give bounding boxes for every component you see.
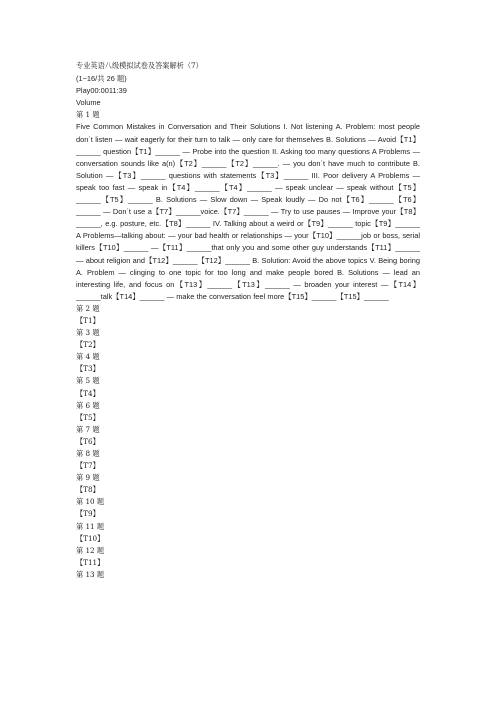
question-label: 第 11 题 (76, 521, 105, 531)
answer-blank: 【T4】 (76, 388, 100, 398)
question-1-label: 第 1 题 (76, 110, 100, 120)
answer-blank: 【T5】 (76, 412, 100, 422)
question-label: 第 8 题 (76, 449, 100, 458)
question-label: 第 2 题 (76, 303, 100, 313)
question-label: 第 7 题 (76, 424, 100, 434)
question-progress: (1~16/共 26 题) (76, 74, 127, 84)
question-1-text: Five Common Mistakes in Conversation and Their Solutions I. Not listening A. Problem: most people don´t listen — wait eagerly for their turn to talk — only care for themselves B. Solutions — Avoid【T1】______ question【T1】______ — Probe into the question II. Asking too many questions A Problems — conversation sounds like a(n)【T2】______【T2】______. — you don´t have much to contribute B. Solution —【T3】______ questions with statements【T3】______ III. Poor delivery A Problems — speak too fast — speak in【T4】______【T4】______ — speak unclear — speak without【T5】______【T5】______ B. Solutions — Slow down — Speak loudly — Do not【T6】______【T6】______ — Don´t use a【T7】______voice.【T7】______ — Try to use pauses — Improve your【T8】______, e.g. posture, etc.【T8】______ IV. Talking about a weird or【T9】______ topic【T9】______ A Problems—talking about: — your bad health or relationships — your【T10】______job or boss, serial killers【T10】______ —【T11】______that only you and some other guy understands【T11】______ — about religion and【T12】______【T12】______ B. Solution: Avoid the above topics V. Being boring A. Problem — clinging to one topic for too long and make people bored B. Solutions — lead an interesting life, and focus on【T13】______【T13】______ — broaden your interest —【T14】______talk【T14】______ — make the conversation feel more【T15】______【T15】______ (76, 122, 420, 301)
audio-volume[interactable]: Volume (76, 98, 101, 108)
answer-blank: 【T10】 (76, 533, 105, 543)
question-label: 第 13 题 (76, 569, 105, 579)
answer-blank: 【T6】 (76, 436, 100, 446)
audio-play-time[interactable]: Play00:0011:39 (76, 86, 127, 96)
question-label: 第 6 题 (76, 400, 100, 410)
question-label: 第 3 题 (76, 328, 100, 338)
question-label: 第 9 题 (76, 473, 100, 483)
answer-list (76, 303, 420, 581)
answer-blank: 【T11】 (76, 557, 105, 567)
document-page (76, 60, 420, 581)
answer-blank: 【T9】 (76, 509, 100, 519)
answer-blank: 【T3】 (76, 364, 100, 374)
question-label: 第 10 题 (76, 497, 105, 507)
question-label: 第 5 题 (76, 376, 100, 386)
question-label: 第 12 题 (76, 545, 105, 555)
answer-blank: 【T1】 (76, 315, 100, 325)
document-title: 专业英语八级模拟试卷及答案解析（7） (76, 61, 203, 70)
answer-blank: 【T8】 (76, 485, 100, 495)
answer-blank: 【T2】 (76, 340, 100, 350)
answer-blank: 【T7】 (76, 461, 100, 471)
question-label: 第 4 题 (76, 352, 100, 362)
